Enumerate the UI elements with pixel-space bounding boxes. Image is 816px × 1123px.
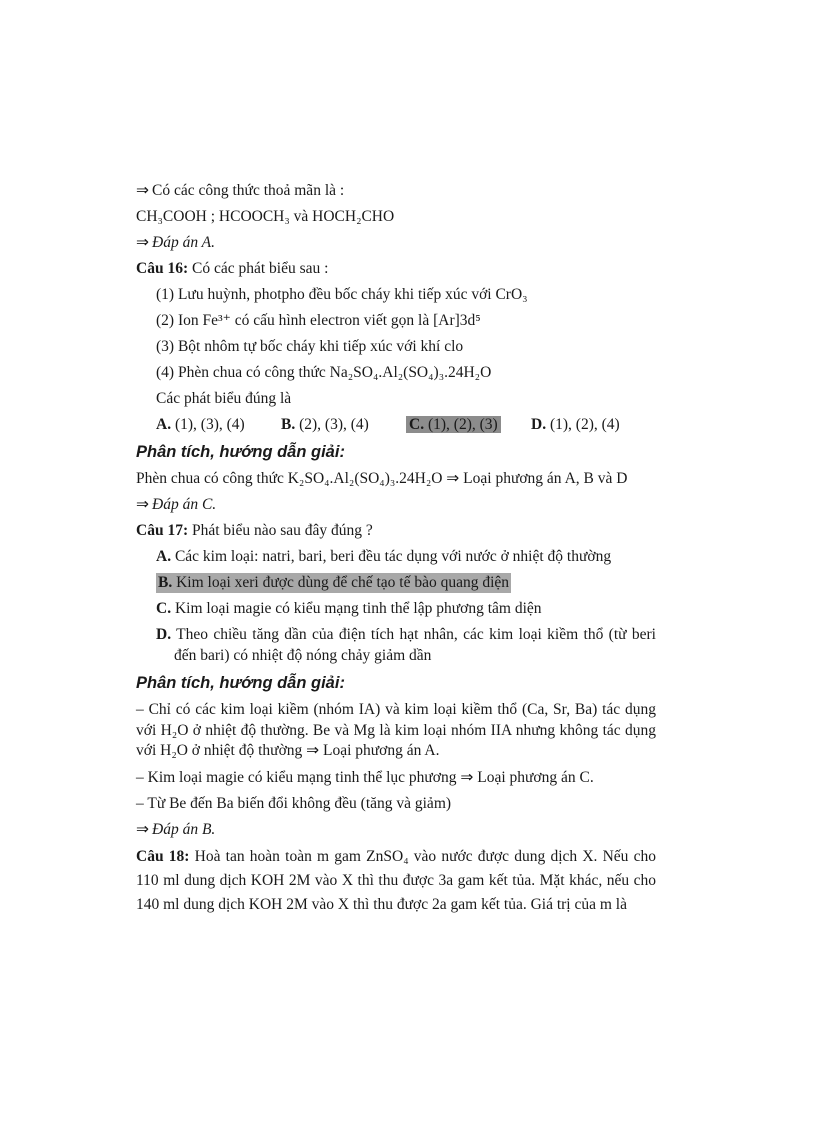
q15-formulas: CH₃COOH ; HCOOCH₃ và HOCH₂CHO xyxy=(136,208,395,225)
q17-label: Câu 17: xyxy=(136,522,189,539)
q17-analysis-2: – Kim loại magie có kiểu mạng tinh thể lục phương ⇒ Loại phương án C. xyxy=(136,768,594,786)
q16-analysis: Phèn chua có công thức K₂SO₄.Al₂(SO₄)₃.24H₂O ⇒ Loại phương án A, B và D xyxy=(136,470,628,487)
q16-statement-2: (2) Ion Fe³⁺ có cấu hình electron viết gọn là [Ar]3d⁵ xyxy=(156,312,481,329)
q16-option-c: C. (1), (2), (3) xyxy=(406,415,531,435)
q16-answer: Đáp án C. xyxy=(152,496,217,513)
document-page xyxy=(136,178,656,919)
q16-options xyxy=(136,412,656,438)
q16-option-a: A. (1), (3), (4) xyxy=(156,416,245,433)
q16-option-d: D. (1), (2), (4) xyxy=(531,416,620,433)
q17-option-b: B. Kim loại xeri được dùng để chế tạo tế bào quang điện xyxy=(158,574,510,591)
q18-label: Câu 18: xyxy=(136,847,190,865)
q15-conclusion-text: Có các công thức thoả mãn là : xyxy=(152,182,345,199)
q17-analysis-1: – Chỉ có các kim loại kiềm (nhóm IA) và kim loại kiềm thổ (Ca, Sr, Ba) tác dụng với H₂O ở nhiệt độ thường. Be và Mg là kim loại nhóm IIA nhưng không tác dụng với H₂O ở nhiệt độ thường ⇒ Loại phương án A. xyxy=(136,701,656,759)
q16-statement-3: (3) Bột nhôm tự bốc cháy khi tiếp xúc với khí clo xyxy=(156,338,464,355)
q16-question xyxy=(136,256,656,282)
implies-arrow: ⇒ xyxy=(136,234,149,251)
q17-answer: Đáp án B. xyxy=(152,820,216,838)
q17-option-a: A. Các kim loại: natri, bari, beri đều tác dụng với nước ở nhiệt độ thường xyxy=(156,548,612,565)
implies-arrow: ⇒ xyxy=(136,182,149,199)
implies-arrow: ⇒ xyxy=(136,496,149,513)
q16-statement-4: (4) Phèn chua có công thức Na₂SO₄.Al₂(SO₄)₃.24H₂O xyxy=(156,364,492,381)
q17-stem: Phát biểu nào sau đây đúng ? xyxy=(191,522,373,539)
q17-question xyxy=(136,518,656,544)
q15-answer: Đáp án A. xyxy=(152,234,216,251)
q15-answer-line xyxy=(136,230,656,256)
q18-question xyxy=(136,845,656,917)
q17-option-d: D. Theo chiều tăng dần của điện tích hạt nhân, các kim loại kiềm thổ (từ beri đến bari) có nhiệt độ nóng chảy giảm dần xyxy=(156,626,656,664)
q17-analysis-heading: Phân tích, hướng dẫn giải: xyxy=(136,674,345,692)
q16-analysis-heading: Phân tích, hướng dẫn giải: xyxy=(136,443,345,461)
q17-option-c: C. Kim loại magie có kiểu mạng tinh thể lập phương tâm diện xyxy=(156,600,542,617)
q16-statement-1: (1) Lưu huỳnh, photpho đều bốc cháy khi tiếp xúc với CrO₃ xyxy=(156,286,528,303)
q16-label: Câu 16: xyxy=(136,260,189,277)
q16-option-b: B. (2), (3), (4) xyxy=(281,416,369,433)
q15-conclusion-line xyxy=(136,178,656,204)
q16-stem: Có các phát biểu sau : xyxy=(191,260,329,277)
q16-prompt: Các phát biểu đúng là xyxy=(156,390,292,407)
q17-answer-line xyxy=(136,817,656,843)
q17-analysis-3: – Từ Be đến Ba biến đổi không đều (tăng và giảm) xyxy=(136,794,452,812)
q16-answer-line xyxy=(136,492,656,518)
q18-stem: Hoà tan hoàn toàn m gam ZnSO₄ vào nước được dung dịch X. Nếu cho 110 ml dung dịch KOH 2M vào X thì thu được 3a gam kết tủa. Mặt khác, nếu cho 140 ml dung dịch KOH 2M vào X thì thu được 2a gam kết tủa. Giá trị của m là xyxy=(136,847,657,913)
implies-arrow: ⇒ xyxy=(136,820,149,838)
